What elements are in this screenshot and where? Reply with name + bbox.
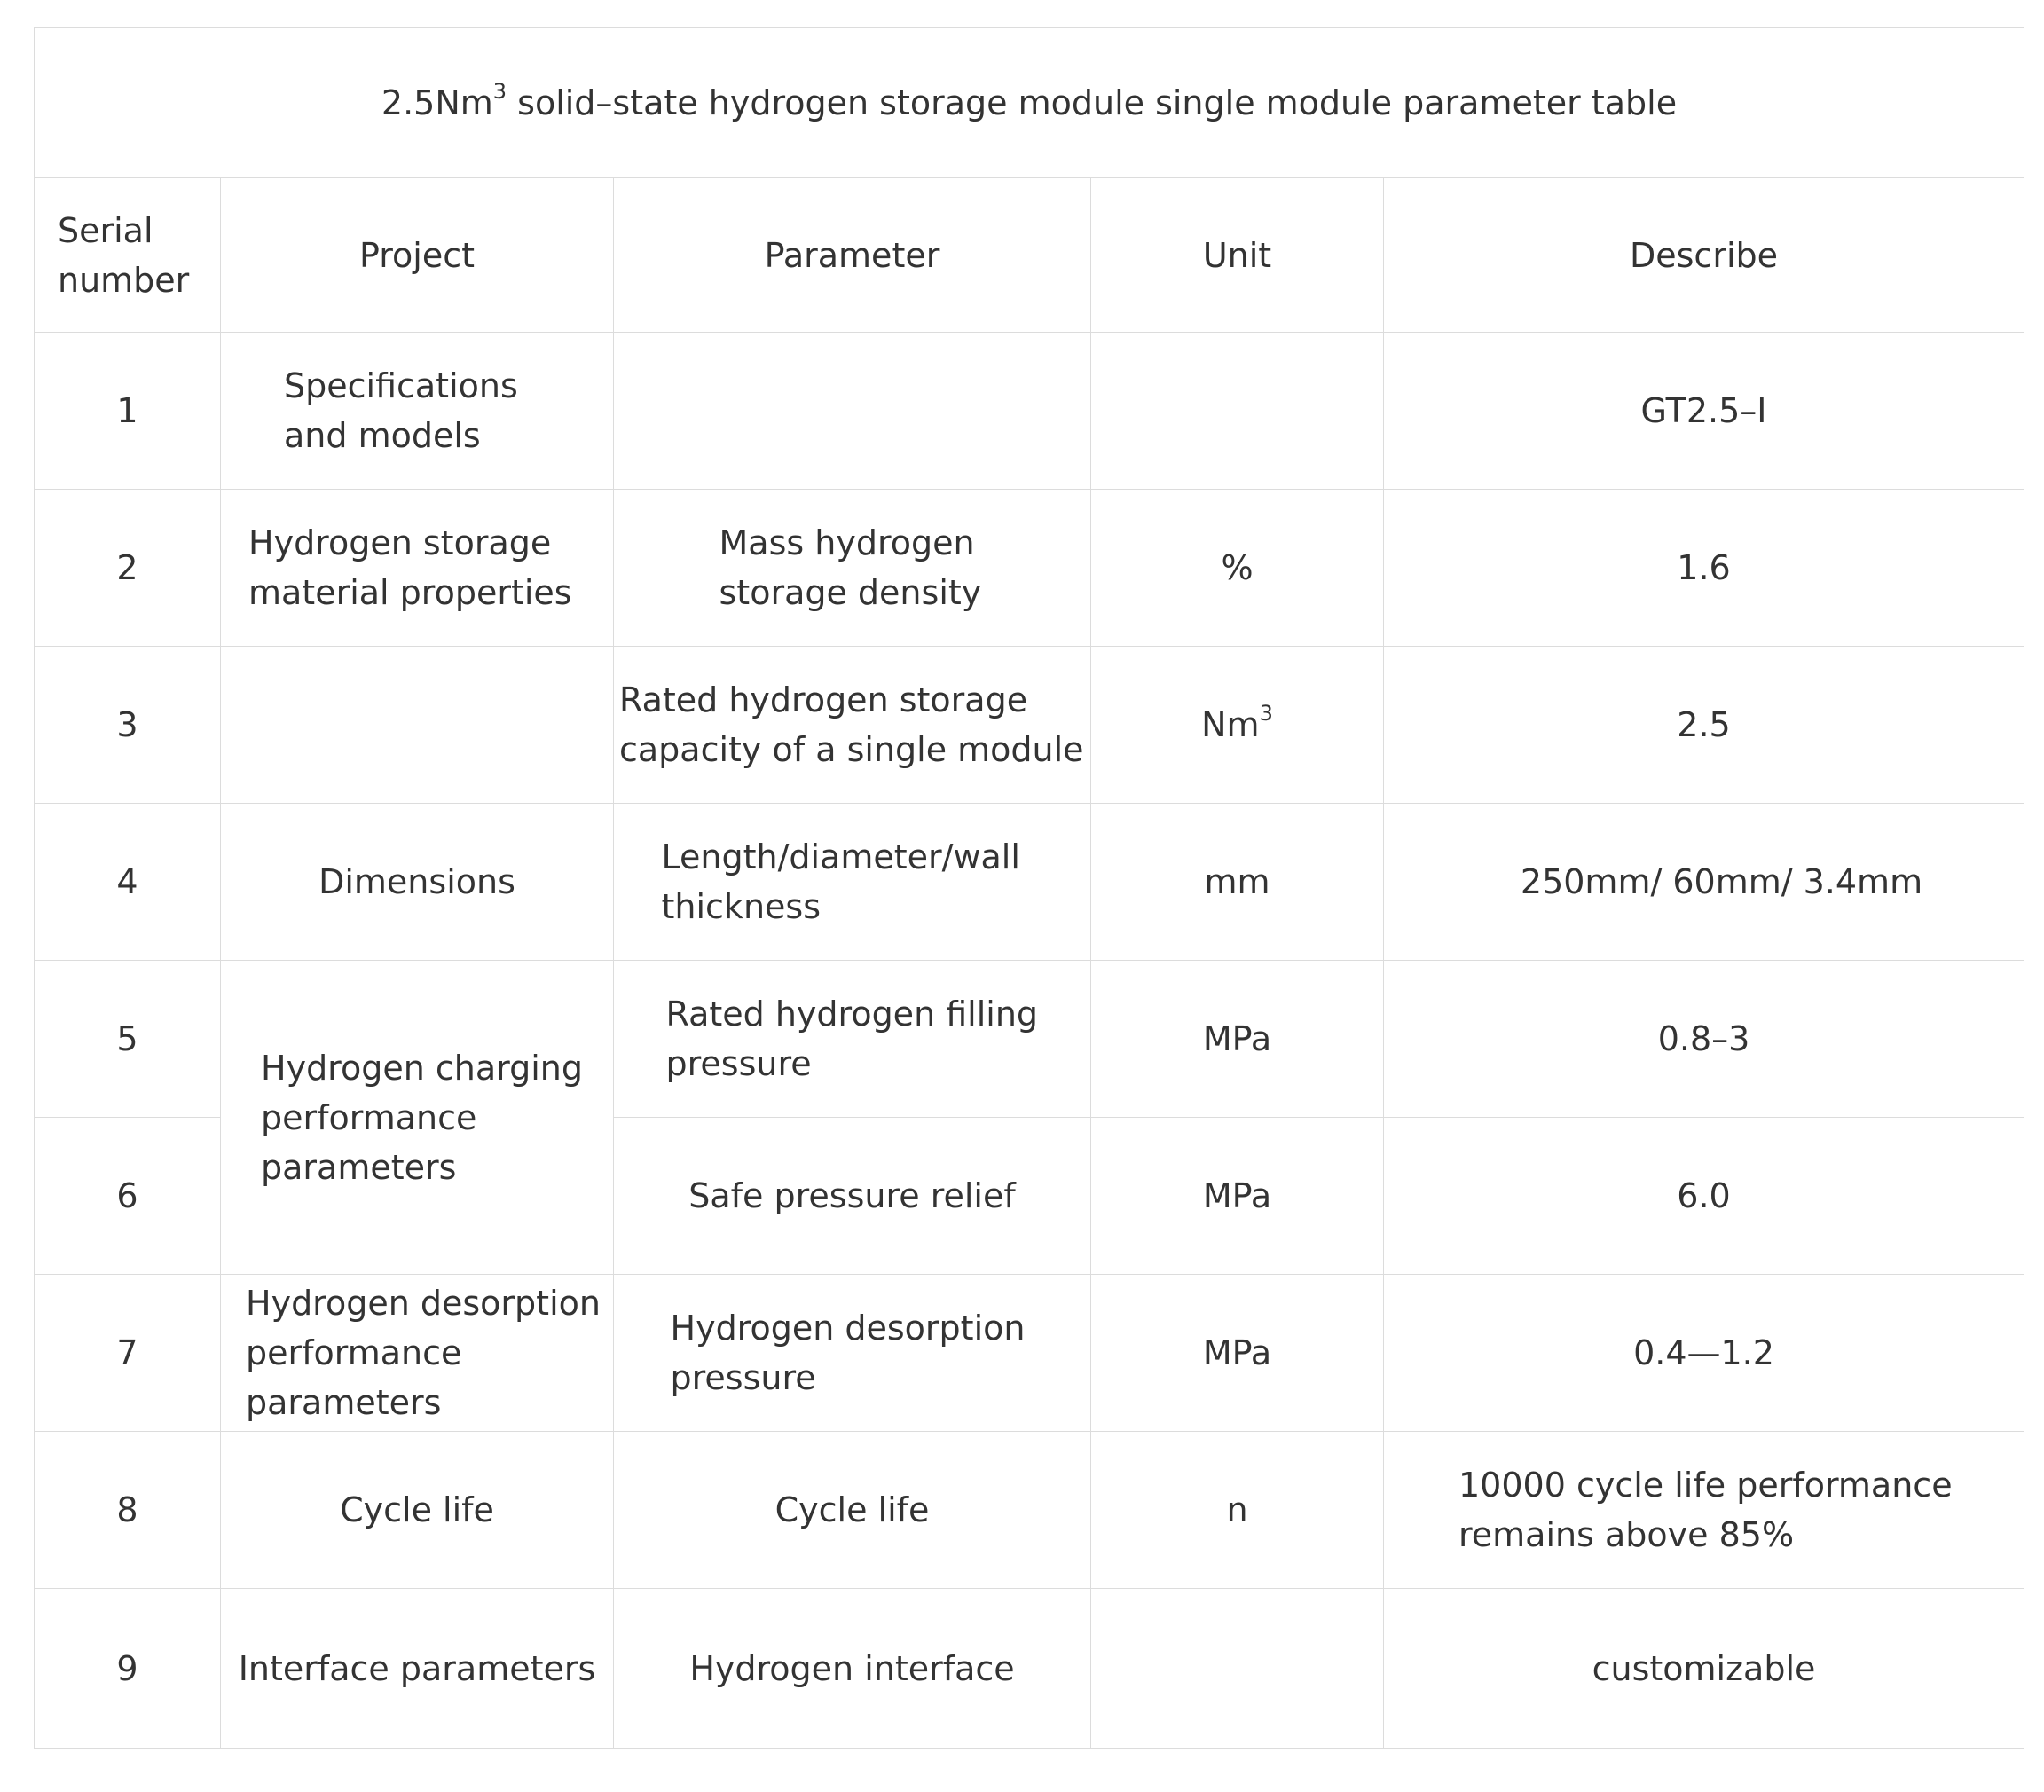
cell-parameter	[614, 1275, 1091, 1432]
cell-parameter-text: Length/diameter/wall thickness	[661, 837, 1020, 926]
cell-parameter-text: Mass hydrogen storage density	[719, 523, 982, 612]
header-describe: Describe	[1384, 178, 2024, 333]
table-row	[35, 961, 2024, 1118]
title-text-pre: 2.5Nm	[381, 83, 493, 122]
parameter-table-container	[34, 27, 2024, 1749]
cell-describe: customizable	[1384, 1589, 2024, 1749]
header-project: Project	[221, 178, 614, 333]
cell-serial: 5	[35, 961, 221, 1118]
cell-describe: 250mm/ 60mm/ 3.4mm	[1384, 804, 2024, 961]
table-row	[35, 333, 2024, 490]
header-serial-line1: Serial	[58, 210, 153, 250]
title-text-post: solid–state hydrogen storage module single module parameter table	[507, 83, 1678, 122]
cell-parameter	[614, 490, 1091, 647]
cell-project-text: Hydrogen storage material properties	[248, 523, 572, 612]
cell-project-text: Hydrogen desorption performance parameters	[246, 1284, 601, 1422]
cell-parameter: Rated hydrogen storage capacity of a single module	[614, 647, 1091, 804]
cell-project	[221, 490, 614, 647]
cell-project	[221, 1275, 614, 1432]
cell-serial: 6	[35, 1118, 221, 1275]
cell-unit: MPa	[1091, 1275, 1384, 1432]
cell-unit: MPa	[1091, 961, 1384, 1118]
cell-unit: mm	[1091, 804, 1384, 961]
cell-serial: 3	[35, 647, 221, 804]
cell-project: Cycle life	[221, 1432, 614, 1589]
unit-text: Nm	[1201, 705, 1260, 744]
header-serial-line2: number	[58, 260, 190, 300]
cell-unit: %	[1091, 490, 1384, 647]
table-title-row	[35, 28, 2024, 178]
unit-superscript: 3	[1259, 701, 1273, 726]
cell-parameter-text: Hydrogen desorption pressure	[670, 1309, 1026, 1397]
header-unit: Unit	[1091, 178, 1384, 333]
cell-unit	[1091, 647, 1384, 804]
cell-describe: GT2.5–I	[1384, 333, 2024, 490]
header-parameter: Parameter	[614, 178, 1091, 333]
table-row	[35, 1275, 2024, 1432]
table-row	[35, 490, 2024, 647]
title-superscript: 3	[492, 78, 507, 104]
table-row	[35, 804, 2024, 961]
cell-project	[221, 333, 614, 490]
cell-parameter-text: Rated hydrogen filling pressure	[665, 994, 1039, 1083]
cell-unit: n	[1091, 1432, 1384, 1589]
cell-serial: 4	[35, 804, 221, 961]
header-serial-number	[35, 178, 221, 333]
cell-project-text: Specifications and models	[284, 366, 518, 455]
cell-describe: 2.5	[1384, 647, 2024, 804]
cell-describe: 0.4—1.2	[1384, 1275, 2024, 1432]
cell-parameter: Cycle life	[614, 1432, 1091, 1589]
cell-project: Interface parameters	[221, 1589, 614, 1749]
cell-parameter: Hydrogen interface	[614, 1589, 1091, 1749]
cell-unit	[1091, 1589, 1384, 1749]
cell-describe: 6.0	[1384, 1118, 2024, 1275]
cell-serial: 2	[35, 490, 221, 647]
table-row	[35, 1432, 2024, 1589]
cell-serial: 8	[35, 1432, 221, 1589]
cell-project-text: Hydrogen charging performance parameters	[261, 1048, 583, 1187]
cell-unit: MPa	[1091, 1118, 1384, 1275]
cell-describe	[1384, 1432, 2024, 1589]
cell-serial: 1	[35, 333, 221, 490]
parameter-table	[34, 27, 2024, 1749]
cell-parameter	[614, 804, 1091, 961]
cell-serial: 9	[35, 1589, 221, 1749]
cell-serial: 7	[35, 1275, 221, 1432]
table-title	[35, 28, 2024, 178]
table-row	[35, 1589, 2024, 1749]
cell-parameter	[614, 961, 1091, 1118]
cell-project	[221, 647, 614, 804]
cell-project: Dimensions	[221, 804, 614, 961]
table-header-row	[35, 178, 2024, 333]
cell-describe-text: 10000 cycle life performance remains above 85%	[1458, 1466, 1953, 1554]
cell-parameter	[614, 333, 1091, 490]
cell-describe: 0.8–3	[1384, 961, 2024, 1118]
cell-project	[221, 961, 614, 1275]
table-row	[35, 647, 2024, 804]
cell-unit	[1091, 333, 1384, 490]
cell-parameter: Safe pressure relief	[614, 1118, 1091, 1275]
cell-describe: 1.6	[1384, 490, 2024, 647]
